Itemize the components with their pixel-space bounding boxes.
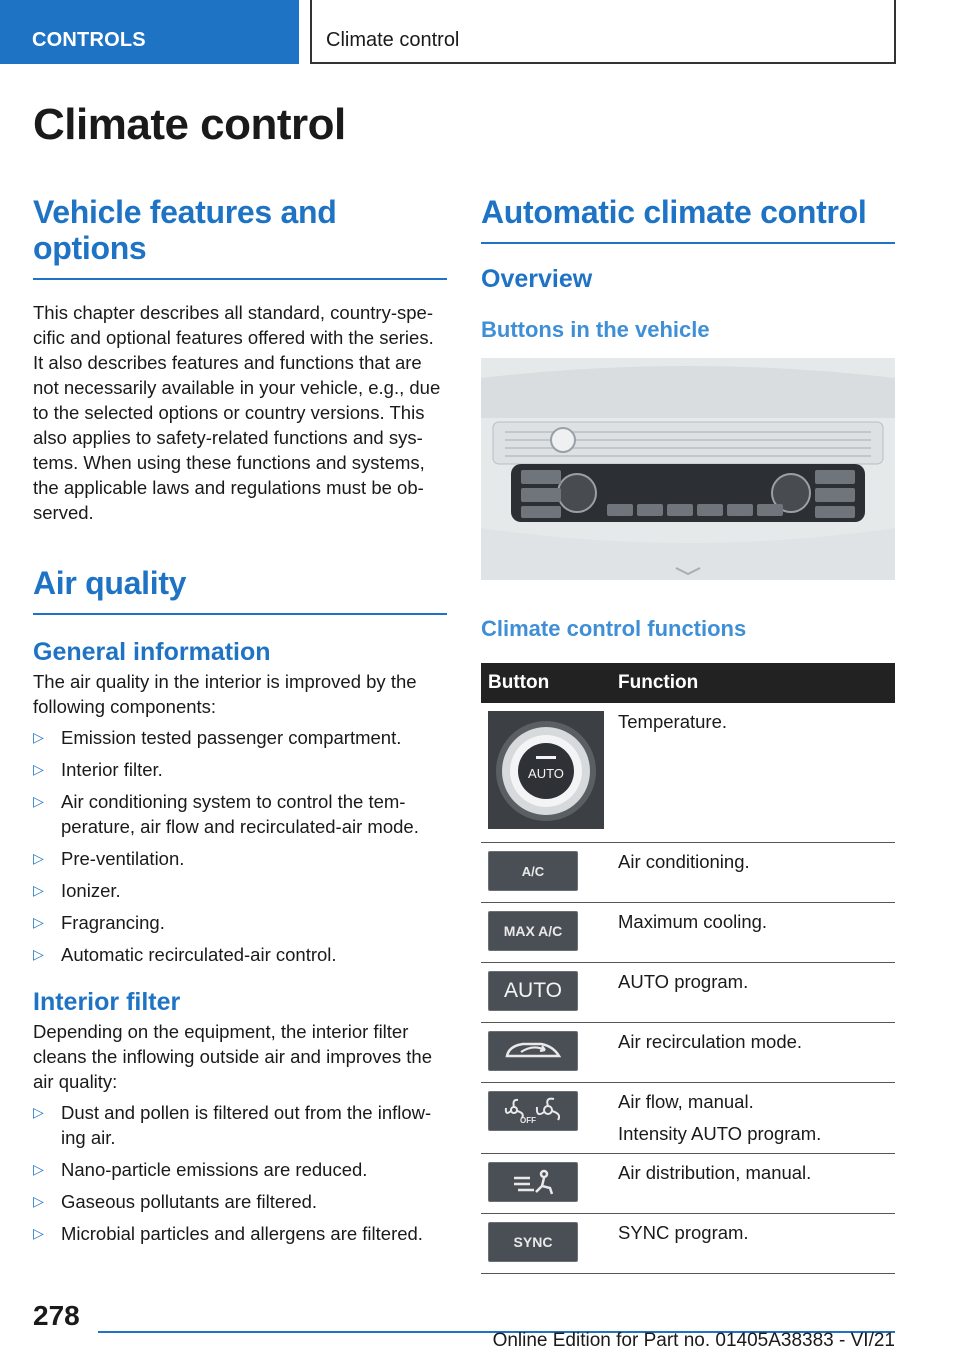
table-row	[481, 843, 895, 903]
svg-text:AUTO: AUTO	[528, 766, 564, 781]
list-item: ▷ Air conditioning system to control the temperature, air flow and recirculated-air mode.	[33, 791, 419, 837]
general-paragraph: The air quality in the interior is improved by the following components:	[33, 671, 417, 717]
header-chapter-label: Climate control	[326, 29, 460, 51]
dashboard-climate-panel-image	[481, 358, 895, 580]
function-cell: Maximum cooling.	[611, 903, 895, 963]
max-ac-button-icon: MAX A/C	[488, 911, 578, 951]
table-header-row	[481, 663, 895, 703]
function-cell: Air recirculation mode.	[611, 1023, 895, 1083]
air-distribution-button-icon	[488, 1162, 578, 1202]
page-number: 278	[33, 1300, 80, 1331]
recirculation-button-icon	[488, 1031, 578, 1071]
climate-functions-table	[481, 663, 895, 1274]
column-header-button: Button	[481, 663, 611, 703]
bullet-triangle-icon: ▷	[33, 1193, 44, 1209]
list-item: ▷ Pre-ventilation.	[33, 848, 185, 869]
function-cell-secondary: Intensity AUTO program.	[618, 1123, 822, 1144]
heading-buttons-in-vehicle: Buttons in the vehicle	[481, 317, 710, 342]
page-title: Climate control	[33, 100, 346, 149]
function-cell: Air distribution, manual.	[611, 1154, 895, 1214]
heading-automatic-climate-control: Automatic climate control	[481, 194, 895, 244]
features-paragraph: This chapter describes all standard, country-specific and optional features offered with the series. It also describes features and functions that are not necessarily available in your vehicle, e.g., due to the selected options or country versions. This also applies to safety-related functions and systems. When using these functions and systems, the applicable laws and regulations must be observed.	[33, 302, 441, 523]
footer-edition-text: Online Edition for Part no. 01405A38383 - VI/21	[492, 1330, 895, 1351]
list-item: ▷ Automatic recirculated-air control.	[33, 944, 337, 965]
list-item: ▷ Microbial particles and allergens are filtered.	[33, 1223, 423, 1244]
bullet-triangle-icon: ▷	[33, 914, 44, 930]
bullet-triangle-icon: ▷	[33, 1104, 44, 1120]
table-row	[481, 703, 895, 843]
sync-button-icon: SYNC	[488, 1222, 578, 1262]
auto-button-icon: AUTO	[488, 971, 578, 1011]
table-row	[481, 1214, 895, 1274]
list-item: ▷ Nano-particle emissions are reduced.	[33, 1159, 368, 1180]
header-section-tab	[0, 0, 299, 64]
list-item: ▷ Fragrancing.	[33, 912, 165, 933]
bullet-triangle-icon: ▷	[33, 850, 44, 866]
table-row	[481, 1154, 895, 1214]
header-chapter-box	[310, 0, 896, 64]
function-cell: SYNC program.	[611, 1214, 895, 1274]
bullet-triangle-icon: ▷	[33, 793, 44, 809]
fan-button-icon	[488, 1091, 578, 1131]
heading-climate-control-functions: Climate control functions	[481, 616, 747, 641]
list-item: ▷ Emission tested passenger compartment.	[33, 727, 402, 748]
ac-button-icon: A/C	[488, 851, 578, 891]
bullet-triangle-icon: ▷	[33, 729, 44, 745]
bullet-triangle-icon: ▷	[33, 1225, 44, 1241]
heading-overview: Overview	[481, 265, 593, 293]
svg-text:OFF: OFF	[520, 1116, 536, 1125]
general-list	[33, 725, 447, 967]
heading-vehicle-features: Vehicle features and options	[33, 194, 447, 280]
list-item: ▷ Ionizer.	[33, 880, 121, 901]
left-column	[33, 194, 447, 1253]
heading-air-quality: Air quality	[33, 565, 447, 615]
bullet-triangle-icon: ▷	[33, 761, 44, 777]
list-item: ▷ Gaseous pollutants are filtered.	[33, 1191, 318, 1212]
table-row	[481, 903, 895, 963]
bullet-triangle-icon: ▷	[33, 946, 44, 962]
function-cell: AUTO program.	[611, 963, 895, 1023]
table-row	[481, 1083, 895, 1154]
list-item: ▷ Interior filter.	[33, 759, 163, 780]
heading-general-information: General information	[33, 638, 271, 666]
bullet-triangle-icon: ▷	[33, 1161, 44, 1177]
column-header-function: Function	[611, 663, 895, 703]
header-section-label: CONTROLS	[32, 29, 146, 51]
right-column	[481, 194, 895, 1274]
temperature-knob-icon	[488, 711, 604, 829]
bullet-triangle-icon: ▷	[33, 882, 44, 898]
table-row	[481, 1023, 895, 1083]
heading-interior-filter: Interior filter	[33, 988, 181, 1016]
table-row	[481, 963, 895, 1023]
filter-list	[33, 1100, 447, 1246]
function-cell: Air flow, manual.	[618, 1091, 754, 1112]
function-cell: Air conditioning.	[611, 843, 895, 903]
filter-paragraph: Depending on the equipment, the interior filter cleans the inflowing outside air and improves the air quality:	[33, 1021, 433, 1092]
function-cell: Temperature.	[611, 703, 895, 843]
list-item: ▷ Dust and pollen is filtered out from the inflowing air.	[33, 1102, 432, 1148]
